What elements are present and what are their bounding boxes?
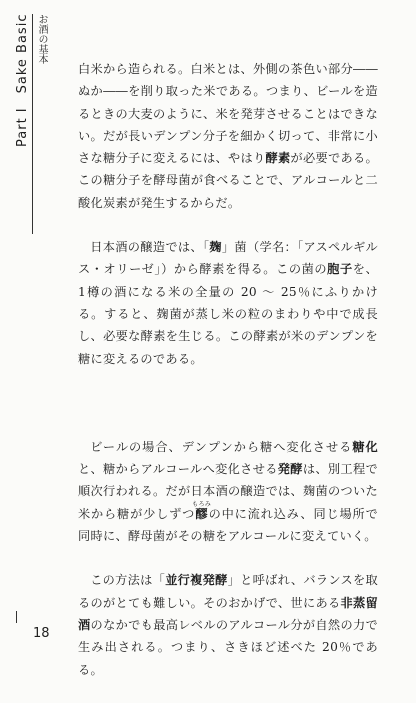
text-run: の中に流れ込み、同じ場所で同時に、酵母菌がその糖をアルコールに変えていく。	[78, 506, 379, 544]
text-run: が必要である。この糖分子を酵母菌が食べることで、アルコールと二酸化炭素が発生するからだ。	[78, 151, 378, 210]
paragraph-3	[78, 436, 378, 547]
text-run: ビールの場合、デンプンから糖へ変化させる	[90, 439, 353, 454]
text-run: 白米から造られる。白米とは、外側の茶色い部分――ぬか――を削り取った米である。つまり、ビールを造るときの大麦のように、米を発芽させることはできない。だが長いデンプン分子を細かく切って、非常に小さな糖分子に変えるには、やはり	[78, 62, 378, 166]
footer-rule	[16, 611, 17, 623]
text-run: 」と呼ばれ、バランスを取るのがとても難しい。そのおかげで、世にある	[78, 573, 379, 610]
section-subtitle: お酒の基本	[36, 14, 47, 64]
sidebar-rule	[32, 14, 33, 234]
text-run: を、1樽の酒になる米の全量の 20 ～ 25％にふりかける。すると、麹菌が蒸し米の粒のまわりや中で成長し、必要な酵素を生じる。この酵素が米のデンプンを糖に変えるのである。	[78, 262, 378, 366]
body-text	[78, 58, 378, 703]
emphasis-term: 非蒸留酒	[78, 595, 378, 632]
emphasis-term: 酵素	[265, 151, 291, 166]
text-run: のなかでも最高レベルのアルコール分が自然の力で生み出される。つまり、さきほど述べた 20％である。	[78, 617, 378, 677]
text-run: 」菌（学名：「アスペルギルス・オリーゼ」）から酵素を得る。この菌の	[78, 240, 378, 277]
emphasis-term: 発酵	[277, 462, 303, 477]
ruby-term	[192, 500, 212, 521]
paragraph-4	[78, 569, 378, 680]
page-number: 18	[33, 626, 50, 641]
ruby-reading: もろみ	[192, 500, 212, 508]
emphasis-term: 麹	[209, 240, 222, 255]
text-run: と、糖からアルコールへ変化させる	[78, 462, 278, 477]
paragraph-1	[78, 58, 378, 214]
emphasis-term: 胞子	[327, 262, 353, 277]
emphasis-term: 並行複発酵	[165, 573, 228, 588]
emphasis-term: 糖化	[352, 439, 378, 454]
sidebar-header	[15, 14, 47, 234]
emphasis-term: 醪	[192, 506, 212, 521]
text-run: この方法は「	[90, 573, 166, 588]
part-label: Part I Sake Basic	[15, 14, 30, 148]
paragraph-2	[78, 236, 378, 370]
text-run: は、別工程で順次行われる。だが日本酒の醸造では、麹菌のついた米から糖が少しずつ	[78, 462, 378, 521]
text-run: 日本酒の醸造では、「	[90, 240, 210, 255]
